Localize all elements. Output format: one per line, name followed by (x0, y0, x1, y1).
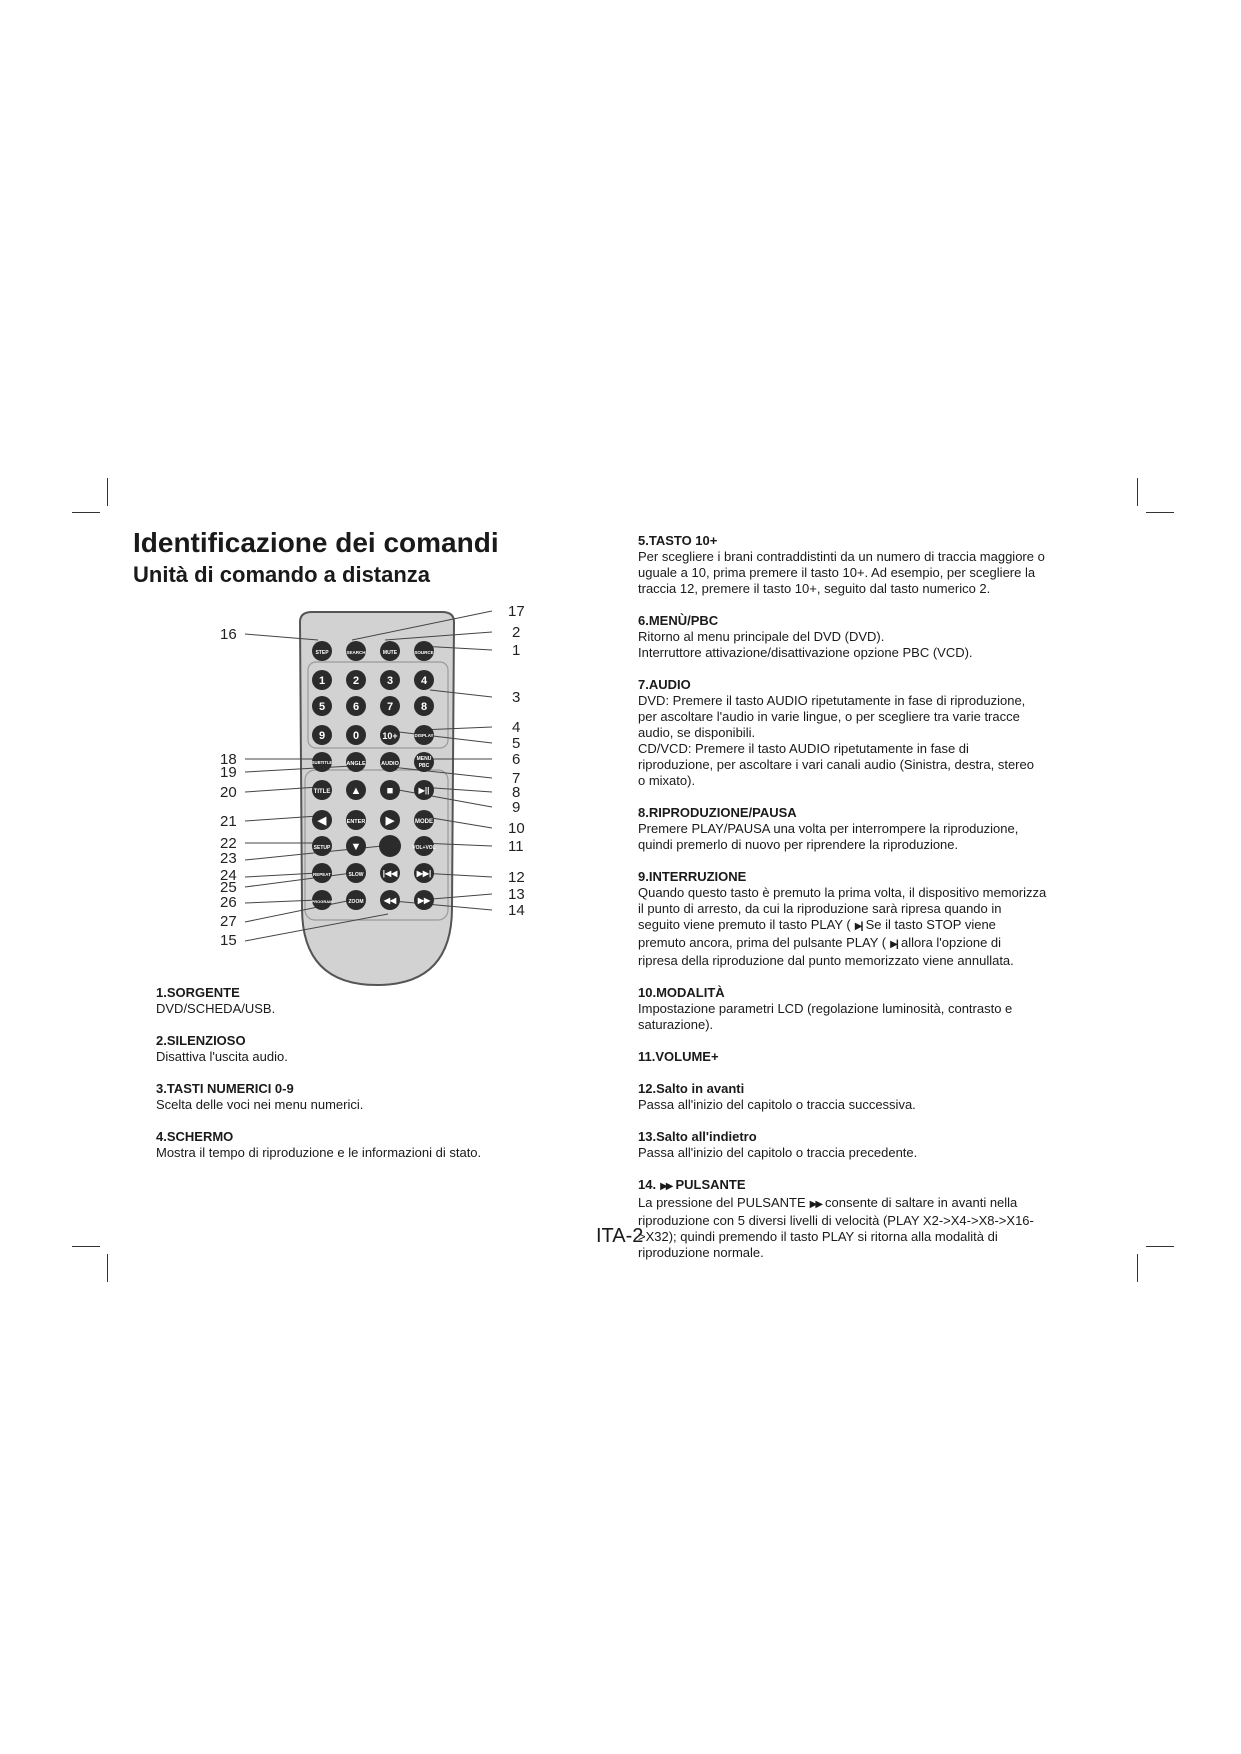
item-title: 10.MODALITÀ (638, 985, 725, 1000)
item-body-part: consente di saltare in avanti nella riproduzione con 5 diversi livelli di velocità (PLAY X2->X4->X8->X16- >X32); quindi premendo il tasto PLAY si ritorna alla modalità di riproduzione normale. (638, 1195, 1034, 1260)
description-item (638, 1177, 1078, 1261)
left-descriptions (156, 985, 556, 1177)
item-body (638, 1195, 1078, 1261)
item-title: 4.SCHERMO (156, 1129, 234, 1144)
callout-7: 7 (512, 770, 521, 787)
fast-forward-icon[interactable]: ▶▶ (417, 896, 431, 905)
number-8-button[interactable]: 8 (420, 701, 428, 713)
callout-11: 11 (508, 838, 524, 855)
number-1-button[interactable]: 1 (318, 675, 326, 687)
audio-button[interactable]: AUDIO (381, 761, 399, 767)
description-item (638, 869, 1078, 969)
item-body: Impostazione parametri LCD (regolazione luminosità, contrasto e saturazione). (638, 1001, 1013, 1032)
description-item (638, 613, 1078, 661)
up-arrow-icon[interactable]: ▲ (350, 785, 362, 797)
description-item (638, 1049, 1078, 1065)
item-title: 6.MENÙ/PBC (638, 613, 719, 628)
title-button[interactable]: TITLE (313, 789, 331, 795)
item-title (638, 1177, 1078, 1195)
description-item (156, 985, 556, 1017)
angle-button[interactable]: ANGLE (346, 761, 366, 767)
volume-button[interactable]: VOL+VOL (412, 845, 436, 851)
description-item (638, 1081, 1078, 1113)
item-title: 2.SILENZIOSO (156, 1033, 246, 1048)
callout-15: 15 (220, 932, 237, 949)
item-body: Per scegliere i brani contraddistinti da un numero di traccia maggiore o uguale a 10, prima premere il tasto 10+. Ad esempio, per scegliere la traccia 12, premere il tasto 10+, seguito dal tasto numerico 2. (638, 549, 1045, 596)
item-body: Scelta delle voci nei menu numerici. (156, 1097, 364, 1112)
item-title-part: 14. (638, 1177, 657, 1192)
subtitle-button[interactable]: SUBTITLE (311, 760, 333, 765)
item-title: 12.Salto in avanti (638, 1081, 745, 1096)
item-body-part: La pressione del PULSANTE (638, 1195, 806, 1210)
number-4-button[interactable]: 4 (420, 675, 428, 687)
item-body: DVD/SCHEDA/USB. (156, 1001, 276, 1016)
item-body: Premere PLAY/PAUSA una volta per interrompere la riproduzione, quindi premerlo di nuovo per riprendere la riproduzione. (638, 821, 1019, 852)
item-body: Passa all'inizio del capitolo o traccia successiva. (638, 1097, 916, 1112)
mode-button[interactable]: MODE (415, 819, 433, 825)
enter-button[interactable]: ENTER (346, 819, 366, 825)
description-item (156, 1081, 556, 1113)
ten-plus-button[interactable]: 10+ (382, 731, 398, 741)
down-arrow-icon[interactable]: ▼ (350, 841, 362, 853)
description-item (638, 677, 1078, 789)
number-6-button[interactable]: 6 (352, 701, 360, 713)
item-title: 8.RIPRODUZIONE/PAUSA (638, 805, 797, 820)
item-body: Disattiva l'uscita audio. (156, 1049, 288, 1064)
item-title: 5.TASTO 10+ (638, 533, 718, 548)
play-pause-icon: ▶|| (854, 921, 862, 932)
page-number: ITA-2 (596, 1225, 644, 1247)
callout-2: 2 (512, 624, 521, 641)
callout-17: 17 (508, 603, 525, 620)
item-body: Ritorno al menu principale del DVD (DVD). Interruttore attivazione/disattivazione opzione PBC (VCD). (638, 629, 973, 660)
callout-22: 22 (220, 835, 237, 852)
callout-24: 24 (220, 867, 237, 884)
search-button[interactable]: SEARCH (346, 650, 366, 655)
mute-button[interactable]: MUTE (382, 650, 398, 656)
callout-4: 4 (512, 719, 521, 736)
skip-back-icon[interactable]: |◀◀ (382, 869, 398, 878)
callout-6: 6 (512, 751, 521, 768)
item-title: 11.VOLUME+ (638, 1049, 719, 1064)
skip-forward-icon[interactable]: ▶▶| (416, 869, 432, 878)
left-arrow-icon[interactable]: ◀ (317, 815, 327, 827)
play-pause-icon: ▶|| (890, 939, 897, 950)
zoom-button[interactable]: ZOOM (348, 899, 364, 905)
item-title: 13.Salto all'indietro (638, 1129, 757, 1144)
description-item (638, 533, 1078, 597)
callout-20: 20 (220, 784, 237, 801)
number-2-button[interactable]: 2 (352, 675, 360, 687)
callout-25: 25 (220, 879, 237, 896)
source-button[interactable]: SOURCE (414, 650, 434, 655)
number-3-button[interactable]: 3 (386, 675, 394, 687)
item-body: Passa all'inizio del capitolo o traccia precedente. (638, 1145, 918, 1160)
callout-21: 21 (220, 813, 237, 830)
page-title: Identificazione dei comandi (133, 527, 499, 558)
play-pause-icon[interactable]: ▶|| (418, 786, 430, 795)
item-title: 7.AUDIO (638, 677, 691, 692)
callout-26: 26 (220, 894, 237, 911)
callout-27: 27 (220, 913, 237, 930)
callout-3: 3 (512, 689, 521, 706)
description-item (156, 1033, 556, 1065)
callout-18: 18 (220, 751, 237, 768)
item-body: Mostra il tempo di riproduzione e le informazioni di stato. (156, 1145, 482, 1160)
rewind-icon[interactable]: ◀◀ (383, 896, 397, 905)
item-body (638, 885, 1078, 969)
number-0-button[interactable]: 0 (352, 730, 360, 742)
right-descriptions (638, 533, 1078, 1277)
page-subtitle: Unità di comando a distanza (133, 562, 431, 587)
description-item (638, 1129, 1078, 1161)
number-7-button[interactable]: 7 (386, 701, 394, 713)
repeat-button[interactable]: REPEAT (313, 872, 331, 877)
description-item (156, 1129, 556, 1161)
callout-1: 1 (512, 642, 521, 659)
item-body-part: Quando questo tasto è premuto la prima volta, il dispositivo memorizza il punto di arresto, da cui la riproduzione sarà ripresa quando in seguito viene premuto il tasto PLAY ( (638, 885, 1047, 932)
stop-icon[interactable]: ■ (386, 785, 394, 797)
setup-button[interactable]: SETUP (313, 845, 331, 851)
fast-forward-icon: ▶▶ (660, 1181, 672, 1192)
display-button[interactable]: DISPLAY (414, 733, 434, 738)
description-item (638, 805, 1078, 853)
number-9-button[interactable]: 9 (318, 730, 326, 742)
item-body-part: allora l'opzione di ripresa della riproduzione dal punto memorizzato viene annullata. (638, 935, 1014, 968)
callout-9: 9 (512, 799, 521, 816)
description-item (638, 985, 1078, 1033)
item-body-part: Se il tasto STOP viene premuto ancora, prima del pulsante PLAY ( (638, 917, 996, 950)
slow-button[interactable]: SLOW (348, 872, 364, 878)
item-title: 1.SORGENTE (156, 985, 240, 1000)
callout-13: 13 (508, 886, 525, 903)
menu-button[interactable]: MENU (416, 756, 432, 762)
item-title-part: PULSANTE (675, 1177, 746, 1192)
item-body: DVD: Premere il tasto AUDIO ripetutamente in fase di riproduzione, per ascoltare l'audio in varie lingue, o per scegliere tra varie tracce audio, se disponibili. CD/VCD: Premere il tasto AUDIO ripetutamente in fase di riproduzione, per ascoltare i vari canali audio (Sinistra, destra, stereo o mixato). (638, 693, 1034, 788)
item-title: 3.TASTI NUMERICI 0-9 (156, 1081, 294, 1096)
callout-12: 12 (508, 869, 525, 886)
callout-5: 5 (512, 735, 521, 752)
callout-19: 19 (220, 764, 237, 781)
callout-23: 23 (220, 850, 237, 867)
program-button[interactable]: PROGRAM (311, 899, 333, 904)
callout-16: 16 (220, 626, 237, 643)
right-arrow-icon[interactable]: ▶ (385, 815, 395, 827)
callout-14: 14 (508, 902, 525, 919)
item-title: 9.INTERRUZIONE (638, 869, 747, 884)
pbc-label: PBC (418, 763, 430, 769)
fast-forward-icon: ▶▶ (809, 1199, 822, 1210)
step-button[interactable]: STEP (315, 650, 329, 656)
callout-8: 8 (512, 784, 521, 801)
number-5-button[interactable]: 5 (318, 701, 326, 713)
callout-10: 10 (508, 820, 525, 837)
